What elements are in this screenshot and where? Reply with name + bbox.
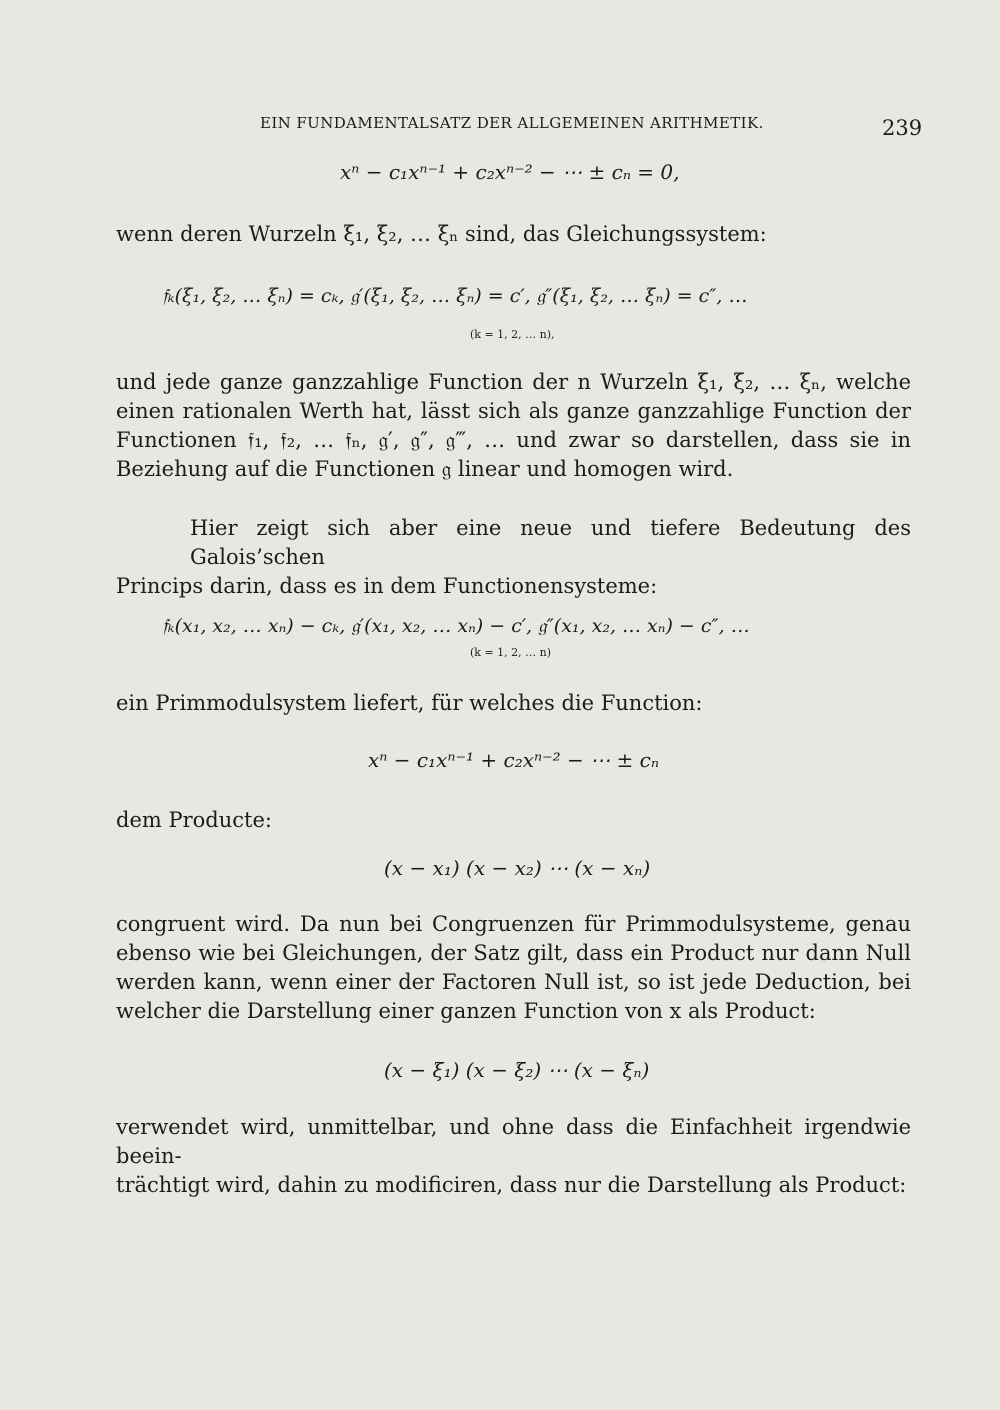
paragraph-6-line: ebenso wie bei Gleichungen, der Satz gilt, dass ein Product nur dann Null <box>116 941 911 965</box>
paragraph-2 <box>116 368 911 484</box>
equation-2-condition: (k = 1, 2, … n), <box>470 328 555 341</box>
paragraph-7-line: trächtigt wird, dahin zu modificiren, dass nur die Darstellung als Product: <box>116 1173 907 1197</box>
paragraph-6-line: werden kann, wenn einer der Factoren Null ist, so ist jede Deduction, bei <box>116 970 911 994</box>
paragraph-6-line: welcher die Darstellung einer ganzen Function von x als Product: <box>116 999 816 1023</box>
paragraph-5: dem Producte: <box>116 808 272 832</box>
equation-3: 𝔣ₖ(x₁, x₂, … xₙ) − cₖ, 𝔤′(x₁, x₂, … xₙ) − c′, 𝔤″(x₁, x₂, … xₙ) − c″, … <box>162 615 750 637</box>
paragraph-1: wenn deren Wurzeln ξ₁, ξ₂, … ξₙ sind, das Gleichungssystem: <box>116 222 767 246</box>
page-number: 239 <box>882 116 923 140</box>
paragraph-2-line: einen rationalen Werth hat, lässt sich als ganze ganzzahlige Function der <box>116 399 911 423</box>
equation-4: xⁿ − c₁xⁿ⁻¹ + c₂xⁿ⁻² − ⋯ ± cₙ <box>368 748 659 772</box>
equation-5: (x − x₁) (x − x₂) ⋯ (x − xₙ) <box>384 856 651 880</box>
equation-1: xⁿ − c₁xⁿ⁻¹ + c₂xⁿ⁻² − ⋯ ± cₙ = 0, <box>340 160 680 184</box>
equation-6: (x − ξ₁) (x − ξ₂) ⋯ (x − ξₙ) <box>384 1058 650 1082</box>
paragraph-7 <box>116 1113 911 1200</box>
paragraph-2-line: Beziehung auf die Functionen 𝔤 linear und homogen wird. <box>116 457 734 481</box>
running-title: EIN FUNDAMENTALSATZ DER ALLGEMEINEN ARITHMETIK. <box>260 114 764 132</box>
paragraph-6-line: congruent wird. Da nun bei Congruenzen für Primmodulsysteme, genau <box>116 912 911 936</box>
paragraph-2-line: und jede ganze ganzzahlige Function der n Wurzeln ξ₁, ξ₂, … ξₙ, welche <box>116 370 911 394</box>
paragraph-2-line: Functionen 𝔣₁, 𝔣₂, … 𝔣ₙ, 𝔤′, 𝔤″, 𝔤‴, … und zwar so darstellen, dass sie in <box>116 428 911 452</box>
equation-3-condition: (k = 1, 2, … n) <box>470 646 552 659</box>
paragraph-4: ein Primmodulsystem liefert, für welches die Function: <box>116 691 703 715</box>
paragraph-7-line: verwendet wird, unmittelbar, und ohne dass die Einfachheit irgendwie beein- <box>116 1115 911 1168</box>
paragraph-3-line: Hier zeigt sich aber eine neue und tiefere Bedeutung des Galois’schen <box>190 516 911 569</box>
paragraph-3 <box>116 514 911 601</box>
equation-2: 𝔣ₖ(ξ₁, ξ₂, … ξₙ) = cₖ, 𝔤′(ξ₁, ξ₂, … ξₙ) = c′, 𝔤″(ξ₁, ξ₂, … ξₙ) = c″, … <box>162 285 748 307</box>
paragraph-6 <box>116 910 911 1026</box>
paragraph-3-line: Princips darin, dass es in dem Functionensysteme: <box>116 574 658 598</box>
